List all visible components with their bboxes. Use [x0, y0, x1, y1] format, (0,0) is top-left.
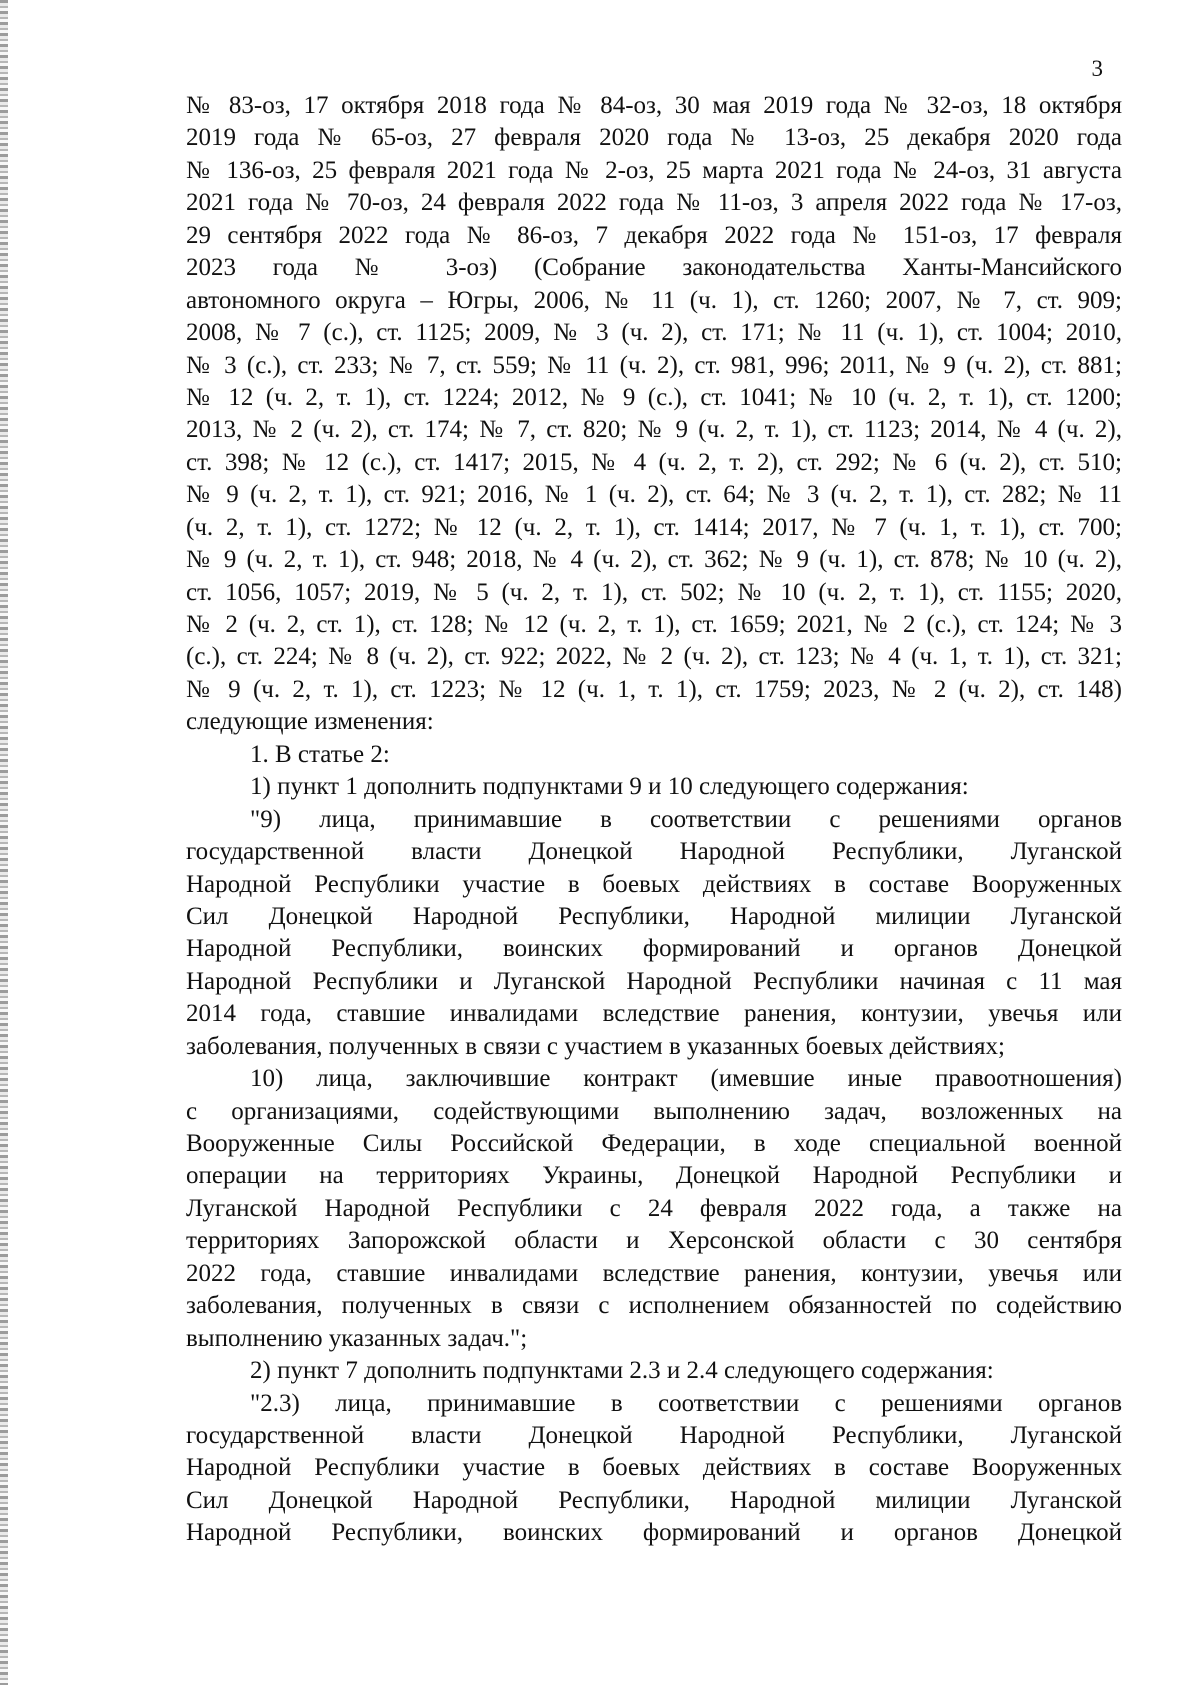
text-line: выполнению указанных задач."; — [186, 1324, 528, 1352]
text-line: Луганской Народной Республики с 24 февраля 2022 года, а также на — [186, 1194, 1122, 1222]
text-line: ст. 398; № 12 (с.), ст. 1417; 2015, № 4 (ч. 2, т. 2), ст. 292; № 6 (ч. 2), ст. 510; — [186, 448, 1122, 476]
text-line: государственной власти Донецкой Народной Республики, Луганской — [186, 1421, 1122, 1449]
text-line: Народной Республики, воинских формирований и органов Донецкой — [186, 1519, 1122, 1547]
text-line: № 136-оз, 25 февраля 2021 года № 2-оз, 25 марта 2021 года № 24-оз, 31 августа — [186, 156, 1122, 184]
text-line: "2.3) лица, принимавшие в соответствии с решениями органов — [250, 1389, 1122, 1417]
text-line: 2008, № 7 (с.), ст. 1125; 2009, № 3 (ч. 2), ст. 171; № 11 (ч. 1), ст. 1004; 2010, — [186, 319, 1122, 347]
text-line: № 9 (ч. 2, т. 1), ст. 948; 2018, № 4 (ч. 2), ст. 362; № 9 (ч. 1), ст. 878; № 10 (ч. 2), — [186, 546, 1122, 574]
text-line: Народной Республики и Луганской Народной Республики начиная с 11 мая — [186, 967, 1122, 995]
text-line: следующие изменения: — [186, 708, 434, 736]
text-line: Вооруженные Силы Российской Федерации, в ходе специальной военной — [186, 1130, 1122, 1157]
text-line: 2) пункт 7 дополнить подпунктами 2.3 и 2.4 следующего содержания: — [250, 1357, 994, 1385]
text-line: № 9 (ч. 2, т. 1), ст. 921; 2016, № 1 (ч. 2), ст. 64; № 3 (ч. 2, т. 1), ст. 282; № 11 — [186, 481, 1122, 509]
text-line: 2023 года № 3-оз) (Собрание законодательства Ханты-Мансийского — [186, 254, 1122, 282]
text-line: 2019 года № 65-оз, 27 февраля 2020 года № 13-оз, 25 декабря 2020 года — [186, 124, 1122, 152]
text-line: "9) лица, принимавшие в соответствии с решениями органов — [250, 805, 1122, 833]
text-line: 10) лица, заключившие контракт (имевшие иные правоотношения) — [250, 1065, 1122, 1093]
scan-binding-edge — [0, 0, 8, 1685]
text-line: (ч. 2, т. 1), ст. 1272; № 12 (ч. 2, т. 1), ст. 1414; 2017, № 7 (ч. 1, т. 1), ст. 700; — [186, 513, 1122, 541]
body-text — [186, 90, 1122, 1550]
text-line: государственной власти Донецкой Народной Республики, Луганской — [186, 838, 1122, 866]
text-line: территориях Запорожской области и Херсонской области с 30 сентября — [186, 1227, 1122, 1255]
text-line: с организациями, содействующими выполнению задач, возложенных на — [186, 1097, 1122, 1125]
text-line: Народной Республики участие в боевых действиях в составе Вооруженных — [186, 870, 1122, 898]
text-line: 2014 года, ставшие инвалидами вследствие ранения, контузии, увечья или — [186, 1000, 1122, 1028]
text-line: 2021 года № 70-оз, 24 февраля 2022 года № 11-оз, 3 апреля 2022 года № 17-оз, — [186, 189, 1122, 217]
text-line: Сил Донецкой Народной Республики, Народной милиции Луганской — [186, 902, 1122, 930]
text-line: № 2 (ч. 2, ст. 1), ст. 128; № 12 (ч. 2, т. 1), ст. 1659; 2021, № 2 (с.), ст. 124; № 3 — [186, 611, 1122, 638]
text-line: ст. 1056, 1057; 2019, № 5 (ч. 2, т. 1), ст. 502; № 10 (ч. 2, т. 1), ст. 1155; 2020, — [186, 578, 1122, 606]
text-line: автономного округа – Югры, 2006, № 11 (ч. 1), ст. 1260; 2007, № 7, ст. 909; — [186, 286, 1122, 314]
text-line: 2022 года, ставшие инвалидами вследствие ранения, контузии, увечья или — [186, 1259, 1122, 1287]
page-number: 3 — [1091, 56, 1103, 81]
text-line: № 3 (с.), ст. 233; № 7, ст. 559; № 11 (ч. 2), ст. 981, 996; 2011, № 9 (ч. 2), ст. 881; — [186, 351, 1122, 379]
text-line: 29 сентября 2022 года № 86-оз, 7 декабря 2022 года № 151-оз, 17 февраля — [186, 221, 1122, 249]
text-line: операции на территориях Украины, Донецкой Народной Республики и — [186, 1162, 1122, 1190]
text-line: Сил Донецкой Народной Республики, Народной милиции Луганской — [186, 1486, 1122, 1514]
text-line: Народной Республики участие в боевых действиях в составе Вооруженных — [186, 1454, 1122, 1482]
text-line: Народной Республики, воинских формирований и органов Донецкой — [186, 935, 1122, 963]
text-line: 1. В статье 2: — [250, 740, 390, 768]
text-line: заболевания, полученных в связи с исполнением обязанностей по содействию — [186, 1292, 1122, 1320]
text-line: № 9 (ч. 2, т. 1), ст. 1223; № 12 (ч. 1, т. 1), ст. 1759; 2023, № 2 (ч. 2), ст. 148) — [186, 675, 1122, 703]
text-line: № 12 (ч. 2, т. 1), ст. 1224; 2012, № 9 (с.), ст. 1041; № 10 (ч. 2, т. 1), ст. 1200; — [186, 383, 1122, 411]
text-line: 2013, № 2 (ч. 2), ст. 174; № 7, ст. 820; № 9 (ч. 2, т. 1), ст. 1123; 2014, № 4 (ч. 2), — [186, 416, 1122, 444]
text-line: (с.), ст. 224; № 8 (ч. 2), ст. 922; 2022, № 2 (ч. 2), ст. 123; № 4 (ч. 1, т. 1), ст. 321; — [186, 643, 1122, 671]
text-line: № 83-оз, 17 октября 2018 года № 84-оз, 30 мая 2019 года № 32-оз, 18 октября — [186, 92, 1122, 119]
text-line: заболевания, полученных в связи с участием в указанных боевых действиях; — [186, 1032, 1005, 1060]
text-line: 1) пункт 1 дополнить подпунктами 9 и 10 следующего содержания: — [250, 773, 969, 801]
